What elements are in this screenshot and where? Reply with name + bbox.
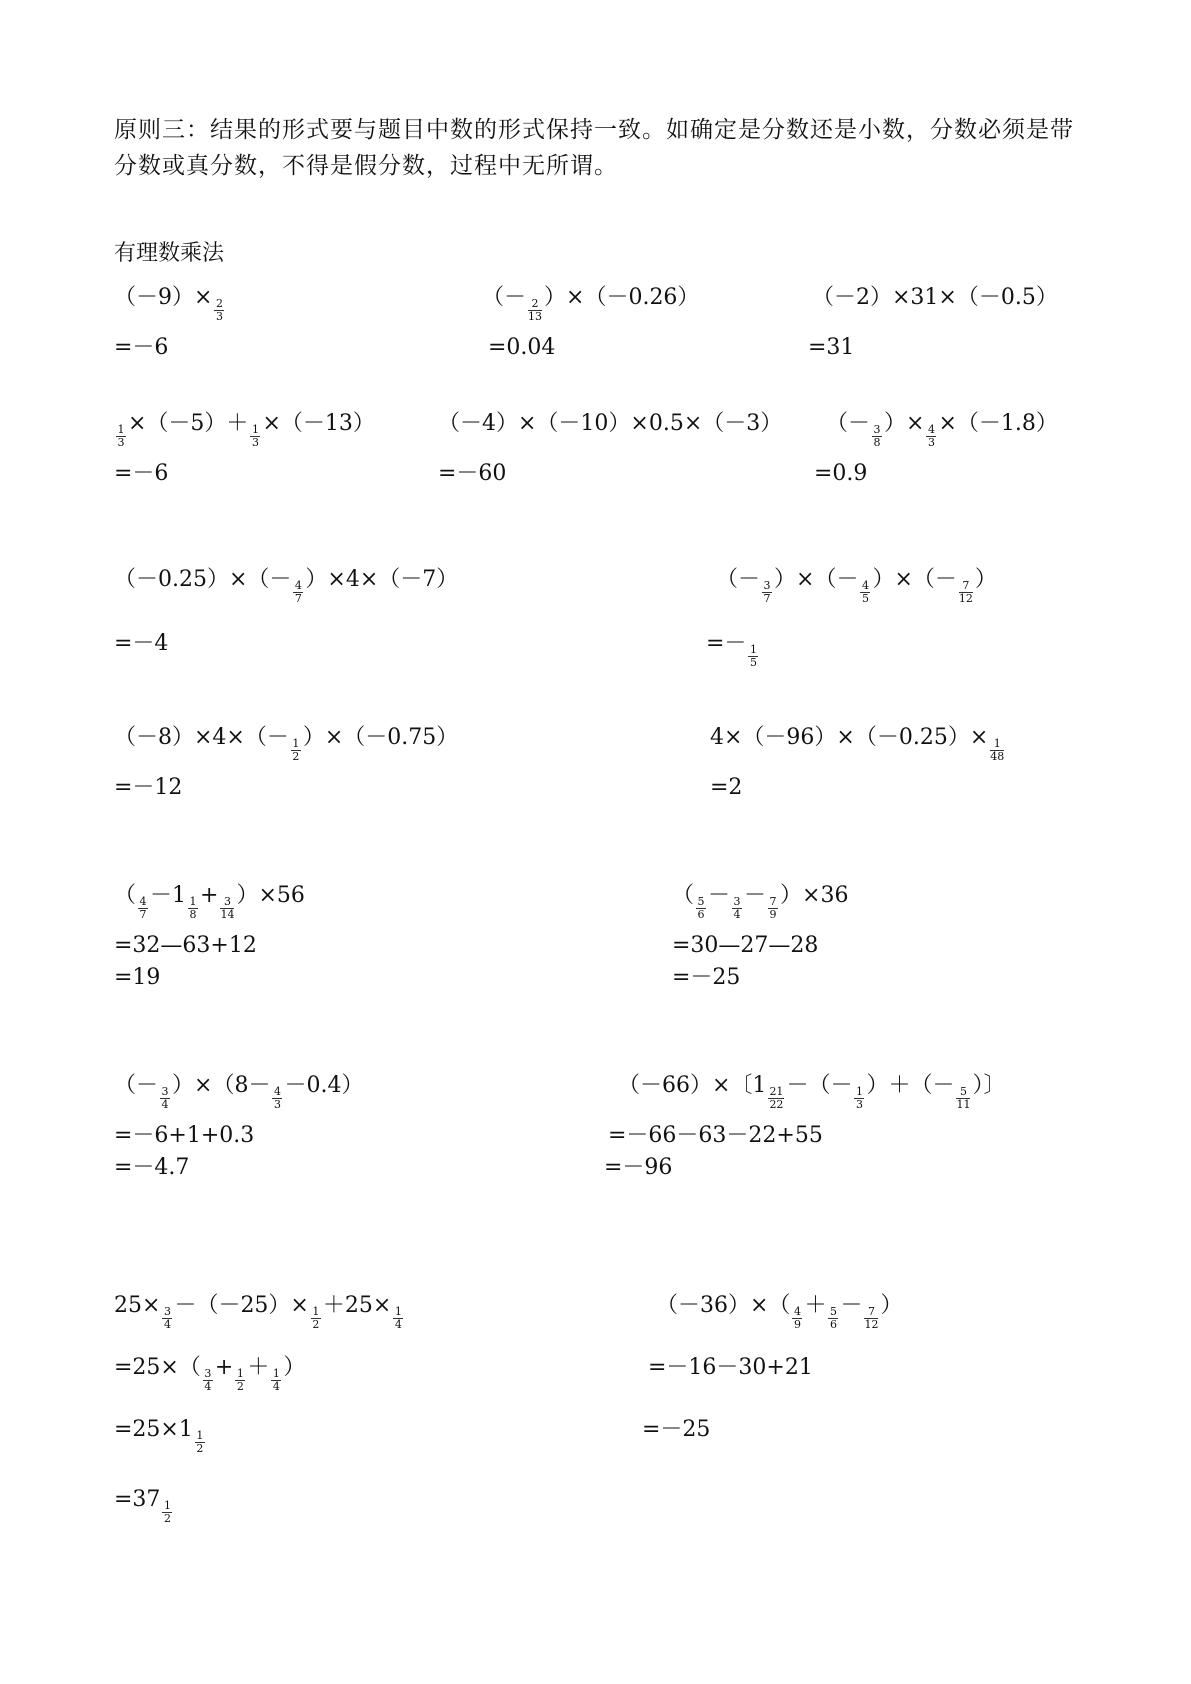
expression-part: （－ (114, 1073, 159, 1098)
denominator: 3 (251, 436, 259, 449)
numerator: 3 (763, 579, 771, 592)
answer-5: =－60 (438, 461, 507, 486)
answer-4: =－6 (114, 461, 169, 486)
numerator: 3 (220, 896, 234, 909)
expression-part: （－0.25）×（－ (114, 567, 292, 592)
denominator: 2 (163, 1512, 171, 1525)
fraction (854, 1086, 864, 1111)
fraction (762, 580, 772, 605)
fraction (926, 424, 936, 449)
numerator: 1 (855, 1085, 863, 1098)
expression-part: =－ (706, 631, 747, 656)
denominator: 7 (763, 592, 771, 605)
problem-3: （－2）×31×（－0.5） (812, 285, 1058, 310)
denominator: 6 (697, 908, 705, 921)
numerator: 1 (189, 895, 197, 908)
denominator: 9 (793, 1318, 801, 1331)
fraction (732, 896, 742, 921)
expression-part: ） (880, 1293, 903, 1318)
problem-11 (114, 882, 305, 921)
denominator: 5 (749, 656, 757, 669)
numerator: 7 (959, 580, 973, 593)
numerator: 1 (749, 643, 757, 656)
problem-12 (672, 882, 848, 921)
fraction (959, 580, 973, 605)
fraction (311, 1306, 321, 1331)
numerator: 2 (528, 298, 542, 311)
expression-part: （－ (826, 411, 871, 436)
expression-part: =25×（ (114, 1355, 201, 1380)
numerator: 1 (117, 423, 125, 436)
fraction (220, 896, 234, 921)
expression-part: －0.4） (284, 1073, 364, 1098)
problem-6 (826, 410, 1058, 449)
step-14-2: =－96 (604, 1155, 673, 1180)
numerator: 21 (769, 1085, 784, 1098)
denominator: 4 (394, 1318, 402, 1331)
expression-part: ）× (884, 411, 925, 436)
expression-part: ×（－1.8） (938, 411, 1058, 436)
denominator: 8 (873, 436, 881, 449)
problem-5: （－4）×（－10）×0.5×（－3） (438, 411, 783, 436)
denominator: 4 (161, 1098, 169, 1111)
denominator: 48 (990, 750, 1005, 763)
step-15-3 (114, 1486, 174, 1525)
numerator: 1 (394, 1305, 402, 1318)
expression-part: － (840, 1293, 863, 1318)
expression-part: ）×（8－ (172, 1073, 271, 1098)
numerator: 2 (215, 297, 223, 310)
problem-7 (114, 566, 458, 605)
denominator: 9 (769, 908, 777, 921)
fraction (160, 1086, 170, 1111)
step-11-2: =19 (114, 965, 161, 990)
denominator: 3 (855, 1098, 863, 1111)
numerator: 3 (161, 1085, 169, 1098)
step-13-2: =－4.7 (114, 1155, 190, 1180)
fraction (872, 424, 882, 449)
fraction (214, 298, 224, 323)
answer-8 (706, 630, 760, 669)
problem-2 (482, 284, 699, 323)
step-13-1: =－6+1+0.3 (114, 1123, 255, 1148)
fraction (293, 580, 303, 605)
fraction (235, 1368, 245, 1393)
step-14-1: =－66－63－22+55 (608, 1123, 823, 1148)
step-15-2 (114, 1416, 207, 1455)
fraction (696, 896, 706, 921)
expression-part: ）＋（－ (866, 1073, 955, 1098)
numerator: 4 (294, 579, 302, 592)
problem-9 (114, 724, 458, 763)
problem-8 (716, 566, 997, 605)
expression-part: （－ (482, 285, 527, 310)
answer-2: =0.04 (488, 335, 556, 360)
answer-9: =－12 (114, 775, 183, 800)
expression-part: ）×36 (780, 883, 849, 908)
expression-part: ） (283, 1355, 306, 1380)
fraction (768, 896, 778, 921)
numerator: 5 (829, 1305, 837, 1318)
answer-6: =0.9 (814, 461, 868, 486)
denominator: 12 (864, 1318, 879, 1331)
section-heading: 有理数乘法 (114, 241, 225, 266)
fraction (990, 738, 1004, 763)
expression-part: ）×（－ (774, 567, 859, 592)
answer-1: =－6 (114, 335, 169, 360)
problem-13 (114, 1072, 363, 1111)
answer-10: =2 (710, 775, 743, 800)
denominator: 3 (117, 436, 125, 449)
numerator: 4 (927, 423, 935, 436)
problem-4 (114, 410, 375, 449)
expression-part: － (744, 883, 767, 908)
numerator: 1 (236, 1367, 244, 1380)
denominator: 11 (956, 1098, 971, 1111)
expression-part: （－ (716, 567, 761, 592)
numerator: 4 (139, 895, 147, 908)
problem-15 (114, 1292, 405, 1331)
denominator: 4 (163, 1318, 171, 1331)
numerator: 1 (990, 738, 1004, 751)
expression-part: （－36）×（ (656, 1293, 791, 1318)
expression-part: －（－25）× (174, 1293, 309, 1318)
numerator: 1 (163, 1499, 171, 1512)
numerator: 1 (272, 1367, 280, 1380)
expression-part: － (708, 883, 731, 908)
numerator: 4 (793, 1305, 801, 1318)
denominator: 3 (215, 310, 223, 323)
step-16-1: =－16－30+21 (648, 1355, 813, 1380)
fraction (864, 1306, 878, 1331)
denominator: 3 (927, 436, 935, 449)
expression-part: ）×56 (236, 883, 305, 908)
denominator: 3 (273, 1098, 281, 1111)
fraction (188, 896, 198, 921)
expression-part: ）〕 (972, 1073, 1006, 1098)
problem-14 (618, 1072, 1005, 1111)
step-12-1: =30—27—28 (672, 933, 819, 958)
fraction (138, 896, 148, 921)
expression-part: ）×（－0.75） (302, 725, 459, 750)
numerator: 1 (251, 423, 259, 436)
answer-7: =－4 (114, 631, 169, 656)
denominator: 7 (139, 908, 147, 921)
fraction (828, 1306, 838, 1331)
fraction (162, 1500, 172, 1525)
denominator: 12 (958, 592, 973, 605)
numerator: 3 (163, 1305, 171, 1318)
denominator: 4 (272, 1380, 280, 1393)
denominator: 13 (528, 310, 543, 323)
expression-part: （－66）×〔1 (618, 1073, 767, 1098)
numerator: 3 (873, 423, 881, 436)
denominator: 4 (733, 908, 741, 921)
problem-1 (114, 284, 226, 323)
problem-10 (710, 724, 1006, 763)
numerator: 1 (196, 1429, 204, 1442)
expression-part: ＋ (804, 1293, 827, 1318)
denominator: 22 (769, 1098, 784, 1111)
expression-part: ×（－13） (262, 411, 375, 436)
denominator: 2 (196, 1442, 204, 1455)
denominator: 8 (189, 908, 197, 921)
expression-part: ×（－5）＋ (128, 411, 249, 436)
answer-3: =31 (808, 335, 855, 360)
step-16-2: =－25 (642, 1417, 711, 1442)
expression-part: 25× (114, 1293, 161, 1318)
expression-part: 4×（－96）×（－0.25）× (710, 725, 989, 750)
numerator: 5 (956, 1086, 970, 1099)
denominator: 2 (236, 1380, 244, 1393)
denominator: 7 (294, 592, 302, 605)
numerator: 7 (864, 1306, 878, 1319)
fraction (860, 580, 870, 605)
fraction (528, 298, 542, 323)
expression-part: －（－ (786, 1073, 853, 1098)
fraction (291, 738, 301, 763)
fraction (271, 1368, 281, 1393)
numerator: 5 (697, 895, 705, 908)
fraction (250, 424, 260, 449)
expression-part: + (200, 883, 219, 908)
expression-part: （ (672, 883, 695, 908)
expression-part: （－9）× (114, 285, 213, 310)
denominator: 6 (829, 1318, 837, 1331)
denominator: 14 (220, 908, 235, 921)
step-11-1: =32—63+12 (114, 933, 257, 958)
fraction (162, 1306, 172, 1331)
denominator: 4 (204, 1380, 212, 1393)
numerator: 4 (861, 579, 869, 592)
expression-part: =37 (114, 1487, 161, 1512)
step-15-1 (114, 1354, 305, 1393)
fraction (393, 1306, 403, 1331)
numerator: 7 (769, 895, 777, 908)
expression-part: ）×（－ (872, 567, 957, 592)
expression-part: －1 (150, 883, 187, 908)
denominator: 2 (312, 1318, 320, 1331)
fraction (116, 424, 126, 449)
expression-part: + (214, 1355, 234, 1380)
fraction (748, 644, 758, 669)
expression-part: ） (974, 567, 997, 592)
expression-part: （－8）×4×（－ (114, 725, 289, 750)
numerator: 3 (204, 1367, 212, 1380)
numerator: 4 (273, 1085, 281, 1098)
denominator: 5 (861, 592, 869, 605)
fraction (203, 1368, 213, 1393)
numerator: 3 (733, 895, 741, 908)
expression-part: ＋ (247, 1355, 270, 1380)
numerator: 1 (312, 1305, 320, 1318)
step-12-2: =－25 (672, 965, 741, 990)
numerator: 1 (292, 737, 300, 750)
problem-16 (656, 1292, 902, 1331)
denominator: 2 (292, 750, 300, 763)
fraction (956, 1086, 970, 1111)
expression-part: ）×4×（－7） (305, 567, 459, 592)
expression-part: ）×（－0.26） (544, 285, 700, 310)
expression-part: （ (114, 883, 137, 908)
fraction (792, 1306, 802, 1331)
principle-paragraph: 原则三：结果的形式要与题目中数的形式保持一致。如确定是分数还是小数，分数必须是带分数或真分数，不得是假分数，过程中无所谓。 (114, 117, 1074, 179)
expression-part: ＋25× (322, 1293, 392, 1318)
fraction (195, 1430, 205, 1455)
expression-part: =25×1 (114, 1417, 193, 1442)
fraction (272, 1086, 282, 1111)
fraction (768, 1086, 784, 1111)
